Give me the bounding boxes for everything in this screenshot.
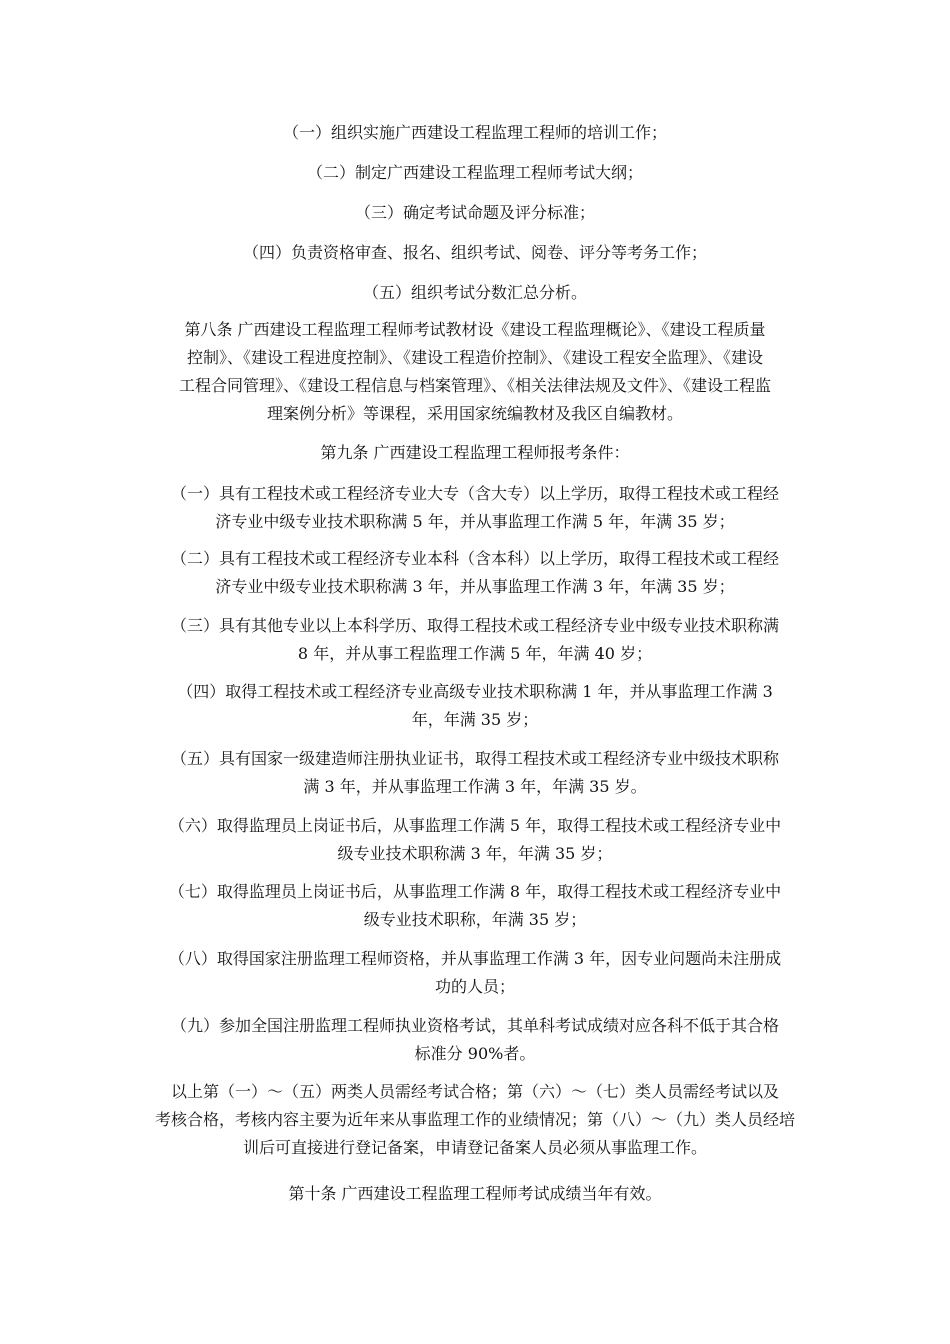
- condition-line: 8 年，并从事工程监理工作满 5 年，年满 40 岁；: [297, 644, 653, 663]
- condition-8: [0, 945, 950, 1001]
- condition-line: （九）参加全国注册监理工程师执业资格考试，其单科考试成绩对应各科不低于其合格: [170, 1016, 779, 1035]
- article-8-line: 理案例分析》等课程，采用国家统编教材及我区自编教材。: [266, 404, 683, 423]
- duty-item-2: （二）制定广西建设工程监理工程师考试大纲；: [306, 163, 643, 182]
- summary-line: 以上第（一）～（五）两类人员需经考试合格；第（六）～（七）类人员需经考试以及: [170, 1082, 779, 1101]
- condition-line: 年，年满 35 岁；: [411, 710, 539, 729]
- summary-paragraph: [0, 1078, 950, 1162]
- article-8: [0, 316, 950, 428]
- condition-line: 功的人员；: [434, 977, 515, 996]
- condition-line: （四）取得工程技术或工程经济专业高级专业技术职称满 1 年，并从事监理工作满 3: [177, 682, 773, 701]
- condition-7: [0, 878, 950, 934]
- duty-item-1: （一）组织实施广西建设工程监理工程师的培训工作；: [282, 123, 667, 142]
- condition-line: 级专业技术职称，年满 35 岁；: [363, 910, 587, 929]
- condition-line: （八）取得国家注册监理工程师资格，并从事监理工作满 3 年，因专业问题尚未注册成: [168, 949, 782, 968]
- condition-6: [0, 812, 950, 868]
- summary-line: 考核合格，考核内容主要为近年来从事监理工作的业绩情况；第（八）～（九）类人员经培: [154, 1110, 795, 1129]
- condition-line: （六）取得监理员上岗证书后，从事监理工作满 5 年，取得工程技术或工程经济专业中: [168, 816, 782, 835]
- condition-line: （五）具有国家一级建造师注册执业证书，取得工程技术或工程经济专业中级技术职称: [170, 749, 779, 768]
- summary-line: 训后可直接进行登记备案，申请登记备案人员必须从事监理工作。: [242, 1138, 707, 1157]
- article-8-line: 控制》、《建设工程进度控制》、《建设工程造价控制》、《建设工程安全监理》、《建设: [186, 348, 763, 367]
- condition-2: [0, 545, 950, 601]
- condition-line: 满 3 年，并从事监理工作满 3 年，年满 35 岁。: [303, 777, 647, 796]
- article-8-line: 工程合同管理》、《建设工程信息与档案管理》、《相关法律法规及文件》、《建设工程监: [178, 376, 771, 395]
- article-10: 第十条 广西建设工程监理工程师考试成绩当年有效。: [288, 1184, 662, 1203]
- condition-line: （三）具有其他专业以上本科学历、取得工程技术或工程经济专业中级专业技术职称满: [170, 616, 779, 635]
- condition-line: 标准分 90%者。: [414, 1044, 536, 1063]
- condition-line: （七）取得监理员上岗证书后，从事监理工作满 8 年，取得工程技术或工程经济专业中: [168, 882, 782, 901]
- condition-line: （一）具有工程技术或工程经济专业大专（含大专）以上学历，取得工程技术或工程经: [170, 484, 779, 503]
- condition-9: [0, 1012, 950, 1068]
- condition-1: [0, 480, 950, 536]
- duty-item-5: （五）组织考试分数汇总分析。: [362, 283, 587, 302]
- condition-4: [0, 678, 950, 734]
- duty-item-4: （四）负责资格审查、报名、组织考试、阅卷、评分等考务工作；: [242, 243, 707, 262]
- condition-line: 级专业技术职称满 3 年，年满 35 岁；: [337, 844, 613, 863]
- article-8-line: 第八条 广西建设工程监理工程师考试教材设《建设工程监理概论》、《建设工程质量: [184, 320, 766, 339]
- article-9-title: 第九条 广西建设工程监理工程师报考条件：: [320, 443, 630, 462]
- condition-line: 济专业中级专业技术职称满 5 年，并从事监理工作满 5 年，年满 35 岁；: [215, 512, 735, 531]
- condition-line: 济专业中级专业技术职称满 3 年，并从事监理工作满 3 年，年满 35 岁；: [215, 577, 735, 596]
- condition-5: [0, 745, 950, 801]
- duty-item-3: （三）确定考试命题及评分标准；: [354, 203, 595, 222]
- condition-line: （二）具有工程技术或工程经济专业本科（含本科）以上学历，取得工程技术或工程经: [170, 549, 779, 568]
- condition-3: [0, 612, 950, 668]
